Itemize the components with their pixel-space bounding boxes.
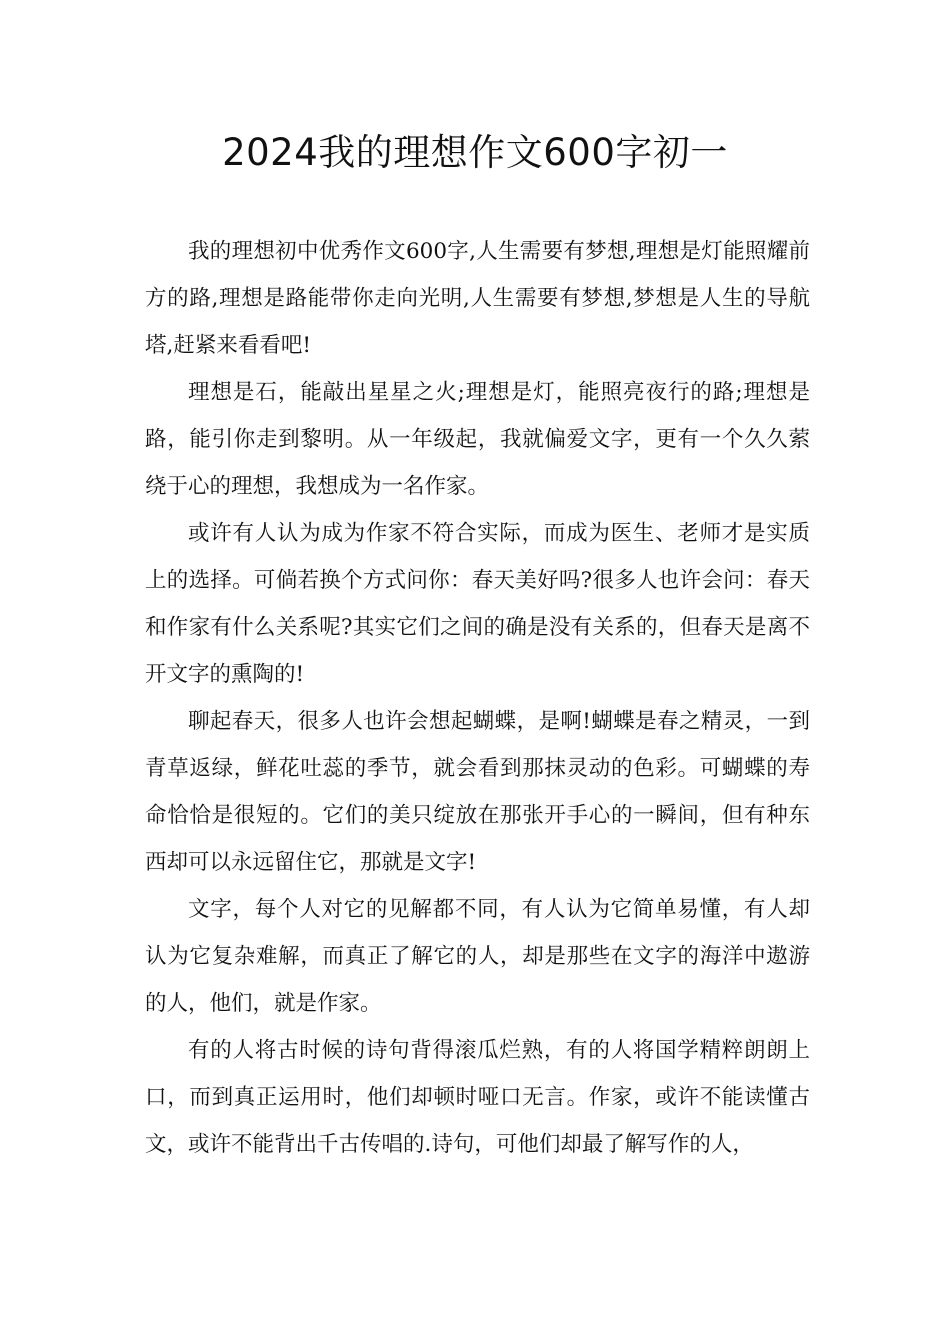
- document-body: [145, 228, 810, 1168]
- paragraph: 理想是石，能敲出星星之火;理想是灯，能照亮夜行的路;理想是路，能引你走到黎明。从一年级起，我就偏爱文字，更有一个久久萦绕于心的理想，我想成为一名作家。: [145, 380, 810, 499]
- paragraph: 我的理想初中优秀作文600字,人生需要有梦想,理想是灯能照耀前方的路,理想是路能带你走向光明,人生需要有梦想,梦想是人生的导航塔,赶紧来看看吧!: [145, 239, 810, 358]
- paragraph: 聊起春天，很多人也许会想起蝴蝶，是啊!蝴蝶是春之精灵，一到青草返绿，鲜花吐蕊的季节，就会看到那抹灵动的色彩。可蝴蝶的寿命恰恰是很短的。它们的美只绽放在那张开手心的一瞬间，但有种东西却可以永远留住它，那就是文字!: [145, 709, 810, 875]
- document-title: 2024我的理想作文600字初一: [222, 131, 728, 174]
- paragraph: 或许有人认为成为作家不符合实际，而成为医生、老师才是实质上的选择。可倘若换个方式问你：春天美好吗?很多人也许会问：春天和作家有什么关系呢?其实它们之间的确是没有关系的，但春天是离不开文字的熏陶的!: [145, 521, 810, 687]
- paragraph: 有的人将古时候的诗句背得滚瓜烂熟，有的人将国学精粹朗朗上口，而到真正运用时，他们却顿时哑口无言。作家，或许不能读懂古文，或许不能背出千古传唱的.诗句，可他们却最了解写作的人，: [145, 1038, 810, 1157]
- paragraph: 文字，每个人对它的见解都不同，有人认为它简单易懂，有人却认为它复杂难解，而真正了解它的人，却是那些在文字的海洋中遨游的人，他们，就是作家。: [145, 897, 810, 1016]
